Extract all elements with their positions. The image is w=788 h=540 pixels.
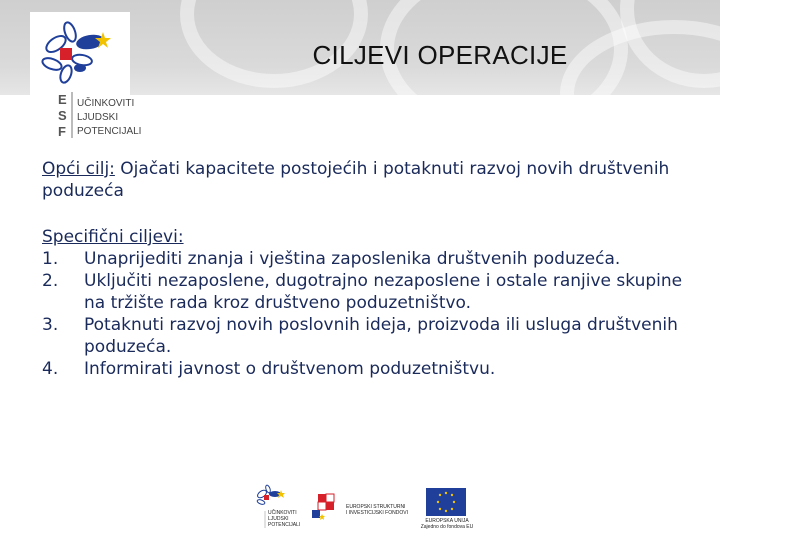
esf-flower-icon bbox=[30, 12, 142, 148]
footer-esf-line-1: UČINKOVITI bbox=[268, 510, 297, 516]
list-item-text: Unaprijediti znanja i vještina zaposlenika društvenih poduzeća. bbox=[84, 249, 621, 269]
esf-logo bbox=[30, 12, 142, 148]
list-item bbox=[42, 314, 692, 358]
list-item bbox=[42, 248, 692, 270]
footer-funds-logo-icon bbox=[310, 492, 346, 524]
footer-eu-line-1: EUROPSKA UNIJA bbox=[425, 518, 469, 524]
list-item-text: Informirati javnost o društvenom poduzetništvu. bbox=[84, 359, 496, 379]
list-item-number: 1. bbox=[42, 249, 59, 269]
general-goal-label: Opći cilj: bbox=[42, 159, 115, 179]
footer-eu-line-2: Zajedno do fondova EU bbox=[420, 524, 474, 530]
list-item bbox=[42, 358, 692, 380]
list-item-number: 4. bbox=[42, 359, 59, 379]
eu-flag-icon bbox=[426, 488, 466, 516]
logo-letter-e: E bbox=[58, 92, 67, 107]
footer-funds-line-1: EUROPSKI STRUKTURNI bbox=[346, 504, 406, 510]
list-item-number: 2. bbox=[42, 271, 59, 291]
footer-esf-line-2: LJUDSKI bbox=[268, 516, 289, 522]
slide-title: CILJEVI OPERACIJE bbox=[312, 40, 568, 70]
specific-goals-label: Specifični ciljevi: bbox=[42, 227, 184, 247]
footer-logos bbox=[248, 484, 488, 530]
logo-line-1: UČINKOVITI bbox=[77, 98, 135, 109]
logo-letter-f: F bbox=[58, 124, 66, 139]
list-item-text: Uključiti nezaposlene, dugotrajno nezaposlene i ostale ranjive skupine na tržište rada kroz društveno poduzetništvo. bbox=[84, 271, 683, 313]
list-item bbox=[42, 270, 692, 314]
logo-line-2: LJUDSKI bbox=[77, 112, 119, 123]
logo-line-3: POTENCIJALI bbox=[77, 126, 142, 137]
general-goal-text: Ojačati kapacitete postojećih i potaknuti razvoj novih društvenih poduzeća bbox=[42, 159, 670, 201]
specific-goals-list bbox=[42, 248, 692, 380]
logo-letter-s: S bbox=[58, 108, 67, 123]
list-item-text: Potaknuti razvoj novih poslovnih ideja, proizvoda ili usluga društvenih poduzeća. bbox=[84, 315, 678, 357]
footer-funds-line-2: I INVESTICIJSKI FONDOVI bbox=[346, 510, 408, 516]
list-item-number: 3. bbox=[42, 315, 59, 335]
general-goal bbox=[42, 158, 692, 202]
footer-esf-line-3: POTENCIJALI bbox=[268, 522, 301, 528]
slide-body bbox=[42, 158, 692, 380]
